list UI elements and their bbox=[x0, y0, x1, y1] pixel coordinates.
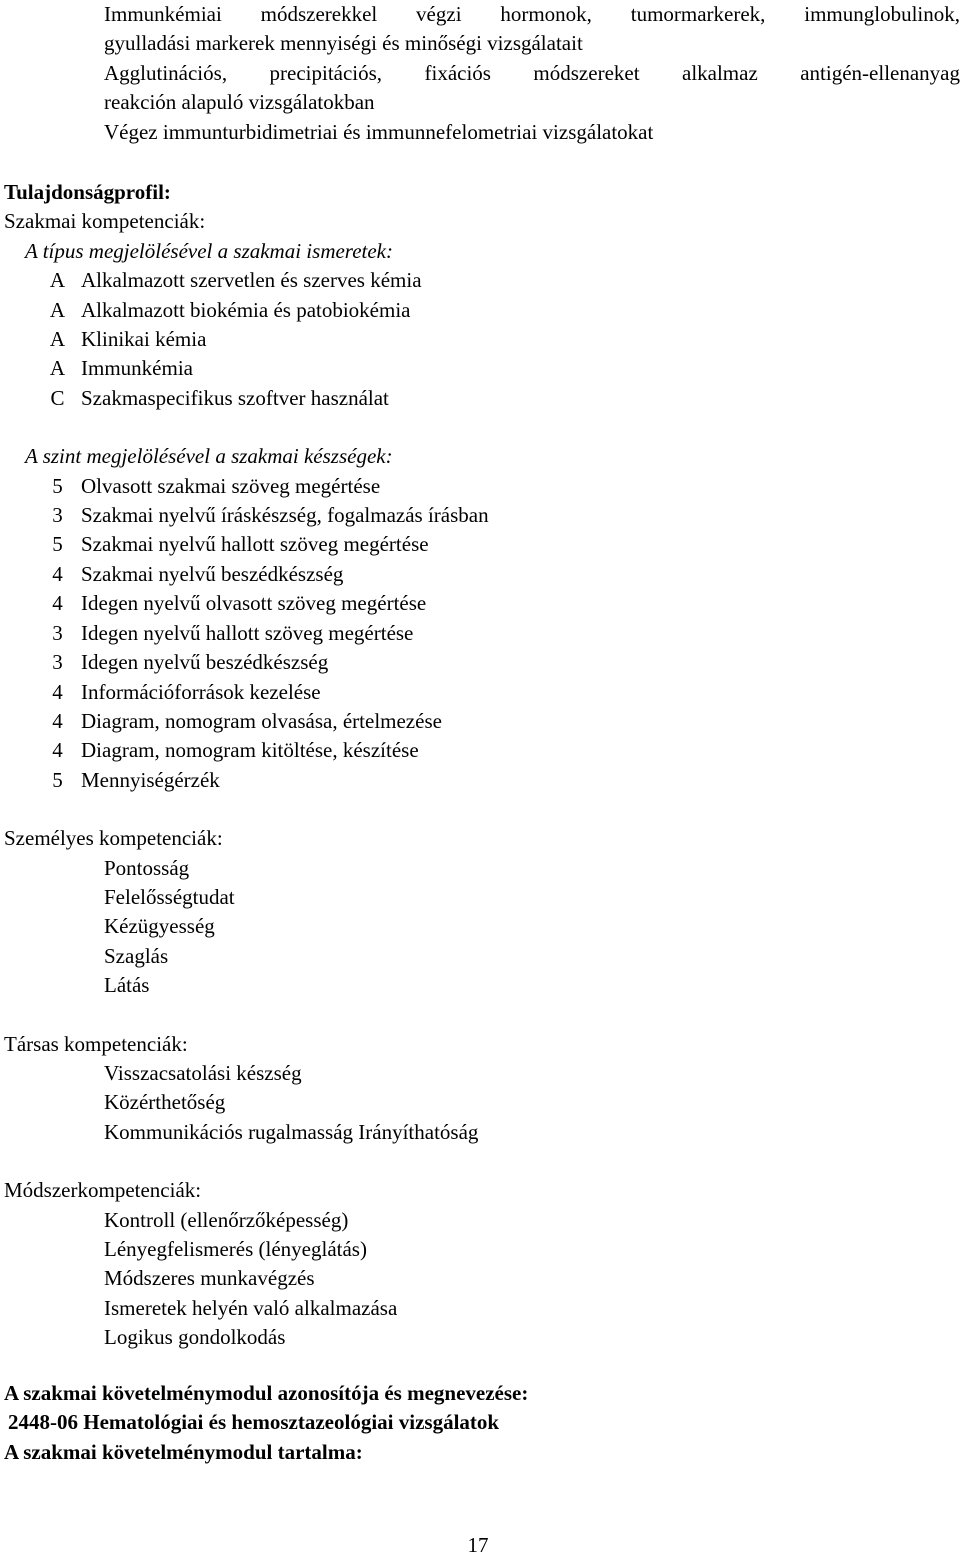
level-code: 4 bbox=[52, 561, 63, 586]
list-item bbox=[34, 589, 954, 618]
module-id-value: 2448-06 Hematológiai és hemosztazeológiai vizsgálatok bbox=[8, 1410, 500, 1435]
item-text: Mennyiségérzék bbox=[81, 767, 220, 792]
list-item bbox=[34, 501, 954, 530]
type-code: A bbox=[49, 297, 66, 322]
social-competencies-label: Társas kompetenciák: bbox=[4, 1031, 188, 1056]
list-item bbox=[34, 472, 954, 501]
level-code: 4 bbox=[52, 591, 63, 616]
intro-line: Immunkémiai módszerekkel végzi hormonok, tumormarkerek, immunglobulinok, bbox=[104, 2, 960, 26]
social-competencies-list bbox=[4, 1059, 954, 1147]
level-code: 5 bbox=[52, 473, 63, 498]
type-code: A bbox=[49, 356, 66, 381]
list-item: Ismeretek helyén való alkalmazása bbox=[104, 1295, 398, 1320]
list-item: Pontosság bbox=[104, 855, 190, 880]
list-item bbox=[34, 678, 954, 707]
list-item bbox=[34, 530, 954, 559]
item-text: Alkalmazott biokémia és patobiokémia bbox=[81, 297, 411, 322]
item-text: Klinikai kémia bbox=[81, 327, 207, 352]
personal-competencies-list bbox=[4, 854, 954, 1001]
knowledge-list bbox=[4, 266, 954, 413]
professional-competencies-label: Szakmai kompetenciák: bbox=[4, 209, 206, 234]
knowledge-heading: A típus megjelölésével a szakmai ismeretek: bbox=[25, 238, 393, 263]
list-item bbox=[34, 560, 954, 589]
skills-list bbox=[4, 472, 954, 795]
method-competencies-label: Módszerkompetenciák: bbox=[4, 1178, 202, 1203]
type-code: A bbox=[49, 327, 66, 352]
item-text: Szakmai nyelvű hallott szöveg megértése bbox=[81, 532, 429, 557]
spacer bbox=[4, 413, 954, 442]
list-item bbox=[34, 354, 954, 383]
list-item bbox=[34, 325, 954, 354]
list-item: Logikus gondolkodás bbox=[104, 1325, 286, 1350]
item-text: Idegen nyelvű beszédkészség bbox=[81, 650, 329, 675]
page-number: 17 bbox=[467, 1533, 489, 1557]
skills-heading: A szint megjelölésével a szakmai készségek: bbox=[25, 444, 393, 469]
type-code: A bbox=[49, 268, 66, 293]
level-code: 4 bbox=[52, 708, 63, 733]
intro-line: Végez immunturbidimetriai és immunnefelometriai vizsgálatokat bbox=[104, 119, 654, 144]
item-text: Diagram, nomogram kitöltése, készítése bbox=[81, 738, 419, 763]
intro-paragraph bbox=[104, 0, 960, 147]
spacer bbox=[4, 1001, 954, 1030]
item-text: Idegen nyelvű olvasott szöveg megértése bbox=[81, 591, 427, 616]
module-section bbox=[4, 1379, 954, 1467]
intro-line: Agglutinációs, precipitációs, fixációs módszereket alkalmaz antigén-ellenanyag bbox=[104, 60, 960, 85]
level-code: 5 bbox=[52, 767, 63, 792]
list-item bbox=[34, 296, 954, 325]
property-profile bbox=[4, 178, 954, 1353]
item-text: Szakmaspecifikus szoftver használat bbox=[81, 385, 389, 410]
module-id-label: A szakmai követelménymodul azonosítója és megnevezése: bbox=[4, 1381, 529, 1405]
item-text: Idegen nyelvű hallott szöveg megértése bbox=[81, 620, 414, 645]
item-text: Szakmai nyelvű beszédkészség bbox=[81, 561, 344, 586]
spacer bbox=[4, 1147, 954, 1176]
level-code: 3 bbox=[52, 503, 63, 528]
list-item: Visszacsatolási készség bbox=[104, 1060, 302, 1085]
level-code: 4 bbox=[52, 738, 63, 763]
list-item: Látás bbox=[104, 973, 150, 998]
level-code: 5 bbox=[52, 532, 63, 557]
list-item: Felelősségtudat bbox=[104, 884, 235, 909]
item-text: Diagram, nomogram olvasása, értelmezése bbox=[81, 708, 442, 733]
list-item bbox=[34, 619, 954, 648]
list-item: Kézügyesség bbox=[104, 914, 215, 939]
item-text: Alkalmazott szervetlen és szerves kémia bbox=[81, 268, 422, 293]
list-item: Kontroll (ellenőrzőképesség) bbox=[104, 1207, 349, 1232]
level-code: 4 bbox=[52, 679, 63, 704]
item-text: Információforrások kezelése bbox=[81, 679, 321, 704]
intro-line: gyulladási markerek mennyiségi és minőségi vizsgálatait bbox=[104, 31, 583, 56]
type-code: C bbox=[50, 385, 65, 410]
list-item: Szaglás bbox=[104, 943, 169, 968]
list-item: Kommunikációs rugalmasság Irányíthatóság bbox=[104, 1119, 479, 1144]
spacer bbox=[4, 795, 954, 824]
list-item bbox=[34, 384, 954, 413]
profile-title: Tulajdonságprofil: bbox=[4, 180, 171, 204]
item-text: Olvasott szakmai szöveg megértése bbox=[81, 473, 381, 498]
list-item: Közérthetőség bbox=[104, 1090, 226, 1115]
level-code: 3 bbox=[52, 620, 63, 645]
list-item bbox=[34, 648, 954, 677]
level-code: 3 bbox=[52, 650, 63, 675]
method-competencies-list bbox=[4, 1206, 954, 1353]
item-text: Szakmai nyelvű íráskészség, fogalmazás írásban bbox=[81, 503, 489, 528]
item-text: Immunkémia bbox=[81, 356, 193, 381]
list-item bbox=[34, 736, 954, 765]
list-item: Módszeres munkavégzés bbox=[104, 1266, 315, 1291]
list-item bbox=[34, 707, 954, 736]
personal-competencies-label: Személyes kompetenciák: bbox=[4, 826, 223, 851]
list-item bbox=[34, 766, 954, 795]
list-item: Lényegfelismerés (lényeglátás) bbox=[104, 1237, 367, 1261]
list-item bbox=[34, 266, 954, 295]
module-content-label: A szakmai követelménymodul tartalma: bbox=[4, 1439, 363, 1464]
intro-line: reakción alapuló vizsgálatokban bbox=[104, 90, 375, 115]
